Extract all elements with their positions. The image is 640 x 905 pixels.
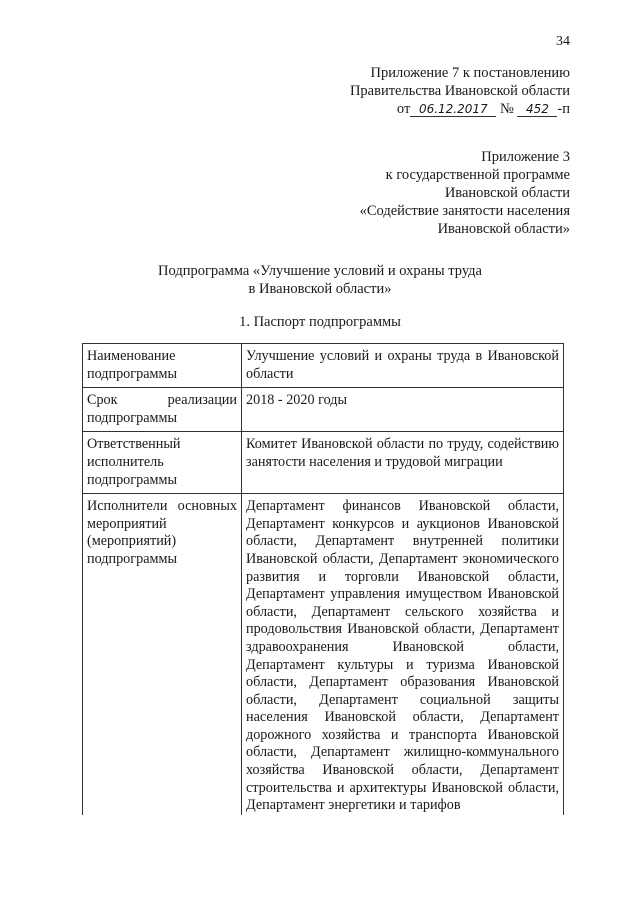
row-label: Срок реализации подпрограммы bbox=[83, 388, 242, 432]
appendix-3-line: к государственной программе bbox=[385, 167, 570, 183]
appendix-7-header bbox=[350, 64, 570, 118]
passport-table bbox=[82, 343, 564, 815]
row-value: Департамент финансов Ивановской области, Департамент конкурсов и аукционов Ивановской области, Департамент внутренней политики Ивановской области, Департамент экономического развития и торговли Ивановской области, Департамент управления имуществом Ивановской области, Департамент сельского хозяйства и продовольствия Ивановской области, Департамент здравоохранения Ивановской области, Департамент культуры и туризма Ивановской области, Департамент образования Ивановской области, Департамент социальной защиты населения Ивановской области, Департамент дорожного хозяйства и транспорта Ивановской области, Департамент жилищно-коммунального хозяйства Ивановской области, Департамент строительства и архитектуры Ивановской области, Департамент энергетики и тарифов bbox=[242, 494, 564, 815]
number-suffix: -п bbox=[557, 101, 570, 117]
row-label: Исполнители основных мероприятий (мероприятий) подпрограммы bbox=[83, 494, 242, 815]
appendix-3-line: Ивановской области» bbox=[437, 221, 570, 237]
appendix-7-line: Приложение 7 к постановлению bbox=[370, 65, 570, 81]
title-line: Подпрограмма «Улучшение условий и охраны труда bbox=[158, 263, 482, 279]
page-number: 34 bbox=[556, 34, 570, 49]
table-row bbox=[83, 388, 564, 432]
date-prefix: от bbox=[396, 101, 411, 117]
section-heading: 1. Паспорт подпрограммы bbox=[239, 314, 401, 330]
row-label: Наименование подпрограммы bbox=[83, 344, 242, 388]
table-row bbox=[83, 344, 564, 388]
title-line: в Ивановской области» bbox=[248, 281, 392, 297]
appendix-3-line: Приложение 3 bbox=[481, 149, 570, 165]
handwritten-date: 06.12.2017 bbox=[410, 102, 496, 117]
appendix-7-line: Правительства Ивановской области bbox=[349, 83, 570, 99]
appendix-3-line: «Содействие занятости населения bbox=[359, 203, 570, 219]
row-value: Улучшение условий и охраны труда в Ивановской области bbox=[242, 344, 564, 388]
table-row bbox=[83, 494, 564, 815]
appendix-3-line: Ивановской области bbox=[444, 185, 570, 201]
number-sign: № bbox=[499, 101, 514, 117]
subprogram-title bbox=[0, 262, 640, 298]
approval-line bbox=[397, 100, 570, 118]
appendix-3-header bbox=[360, 148, 570, 238]
row-value: Комитет Ивановской области по труду, содействию занятости населения и трудовой миграции bbox=[242, 432, 564, 494]
table-row bbox=[83, 432, 564, 494]
row-value: 2018 - 2020 годы bbox=[242, 388, 564, 432]
handwritten-number: 452 bbox=[517, 102, 557, 117]
row-label: Ответственный исполнитель подпрограммы bbox=[83, 432, 242, 494]
